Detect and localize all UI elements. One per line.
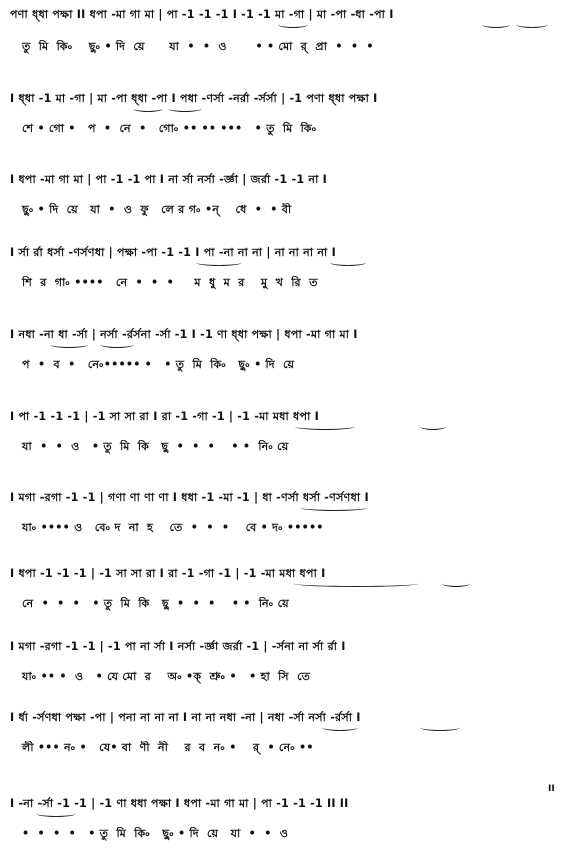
slur-mark: [278, 21, 308, 28]
notes-line-10: I র্ধা -র্সণধা পক্ষা -পা | পনা না না না I না না নধা -না | নধা -র্সা নর্সা -র্রর্সা I: [10, 711, 361, 724]
slur-mark: [442, 580, 470, 587]
slur-mark: [322, 724, 358, 731]
lyrics-line-3: ছু৹ • দি য়ে যা • ও ফু লে র গ৹ •ন্ ধে • • বী: [22, 203, 292, 216]
slur-mark: [516, 21, 548, 28]
slur-mark: [420, 423, 446, 430]
slur-mark: [50, 341, 88, 348]
slur-mark: [100, 341, 134, 348]
slur-mark: [133, 105, 163, 112]
slur-mark: [168, 105, 202, 112]
slur-mark: [300, 504, 368, 511]
lyrics-line-8: নে • • • • তু মি কি ছু • • • • • নি৹ য়ে: [22, 597, 289, 610]
lyrics-line-7: যা৹ •••• ও বে৹ দ না হ তে • • • বে • দ৹ •••••: [22, 521, 324, 534]
notes-line-7: I মগা -রগা -1 -1 | গণা ণা ণা ণা I ধধা -1 -মা -1 | ধা -ণর্সা ধর্সা -ণর্সণধা I: [10, 491, 369, 504]
notes-line-2: I ধ্ধা -1 মা -গা | মা -পা ধ্ধা -পা I পধা -ণর্সা -নর্রা -র্সর্সা | -1 পণা ধ্ধা পক্ষা I: [10, 92, 378, 105]
end-mark: II: [548, 784, 555, 794]
slur-mark: [36, 810, 76, 817]
lyrics-line-6: যা • • ও • তু মি কি ছু • • • • • নি৹ য়ে: [22, 440, 289, 453]
notes-line-6: I পা -1 -1 -1 | -1 সা সা রা I রা -1 -গা -1 | -1 -মা মধা ধপা I: [10, 410, 320, 423]
notes-line-4: I র্সা র্রা ধর্সা -ণর্সণধা | পক্ষা -পা -1 -1 I পা -না না না | না না না না I: [10, 246, 336, 259]
lyrics-line-1: তু মি কি৹ ছু৹ • দি য়ে যা • • ও • • মো র্ প্রা • • •: [22, 40, 374, 53]
slur-mark: [293, 580, 419, 587]
slur-mark: [420, 724, 460, 731]
notes-line-11: I -না -র্সা -1 -1 | -1 ণা ধধা পক্ষা I ধপা -মা গা মা | পা -1 -1 -1 II II: [10, 797, 349, 810]
slur-mark: [482, 21, 510, 28]
notes-line-8: I ধপা -1 -1 -1 | -1 সা সা রা I রা -1 -গা -1 | -1 -মা মধা ধপা I: [10, 567, 326, 580]
notes-line-1: পণা ধ্ধা পক্ষা II ধপা -মা গা মা | পা -1 -1 -1 I -1 -1 মা -গা | মা -পা -ধা -পা I: [10, 8, 394, 21]
lyrics-line-10: লী ••• ন৹ • যে• বা ণী নী র ব ন৹ • র্ • নে৹ ••: [22, 741, 314, 754]
notes-line-3: I ধপা -মা গা মা | পা -1 -1 পা I না র্সা নর্সা -র্জ্ঞা | জর্রা -1 -1 না I: [10, 173, 327, 186]
lyrics-line-2: শে • গো • প • নে • গো৹ •• •• ••• • তু মি কি৹: [22, 122, 317, 135]
slur-mark: [295, 423, 355, 430]
lyrics-line-4: শি র গা৹ •••• নে • • • ম ধু ম র মু খ রি ত: [22, 276, 318, 289]
slur-mark: [196, 259, 242, 266]
lyrics-line-5: প • ব • নে৹••••• • • তু মি কি৹ ছু৹ • দি য়ে: [22, 358, 295, 371]
lyrics-line-11: • • • • • তু মি কি৹ ছু৹ • দি য়ে যা • • ও: [22, 827, 289, 840]
notes-line-5: I নধা -না ধা -র্সা | নর্সা -র্রর্সনা -র্সা -1 I -1 ণা ধ্ধা পক্ষা | ধপা -মা গা মা I: [10, 328, 358, 341]
lyrics-line-9: যা৹ •• • ও • যে মো র অ৹ •ক্ শ্রু৹ • • হা সি তে: [22, 670, 311, 683]
slur-mark: [330, 259, 366, 266]
notes-line-9: I মগা -রগা -1 -1 | -1 পা না র্সা I নর্সা -র্জ্ঞা জর্রা -1 | -র্সনা না র্সা র্রা I: [10, 640, 346, 653]
